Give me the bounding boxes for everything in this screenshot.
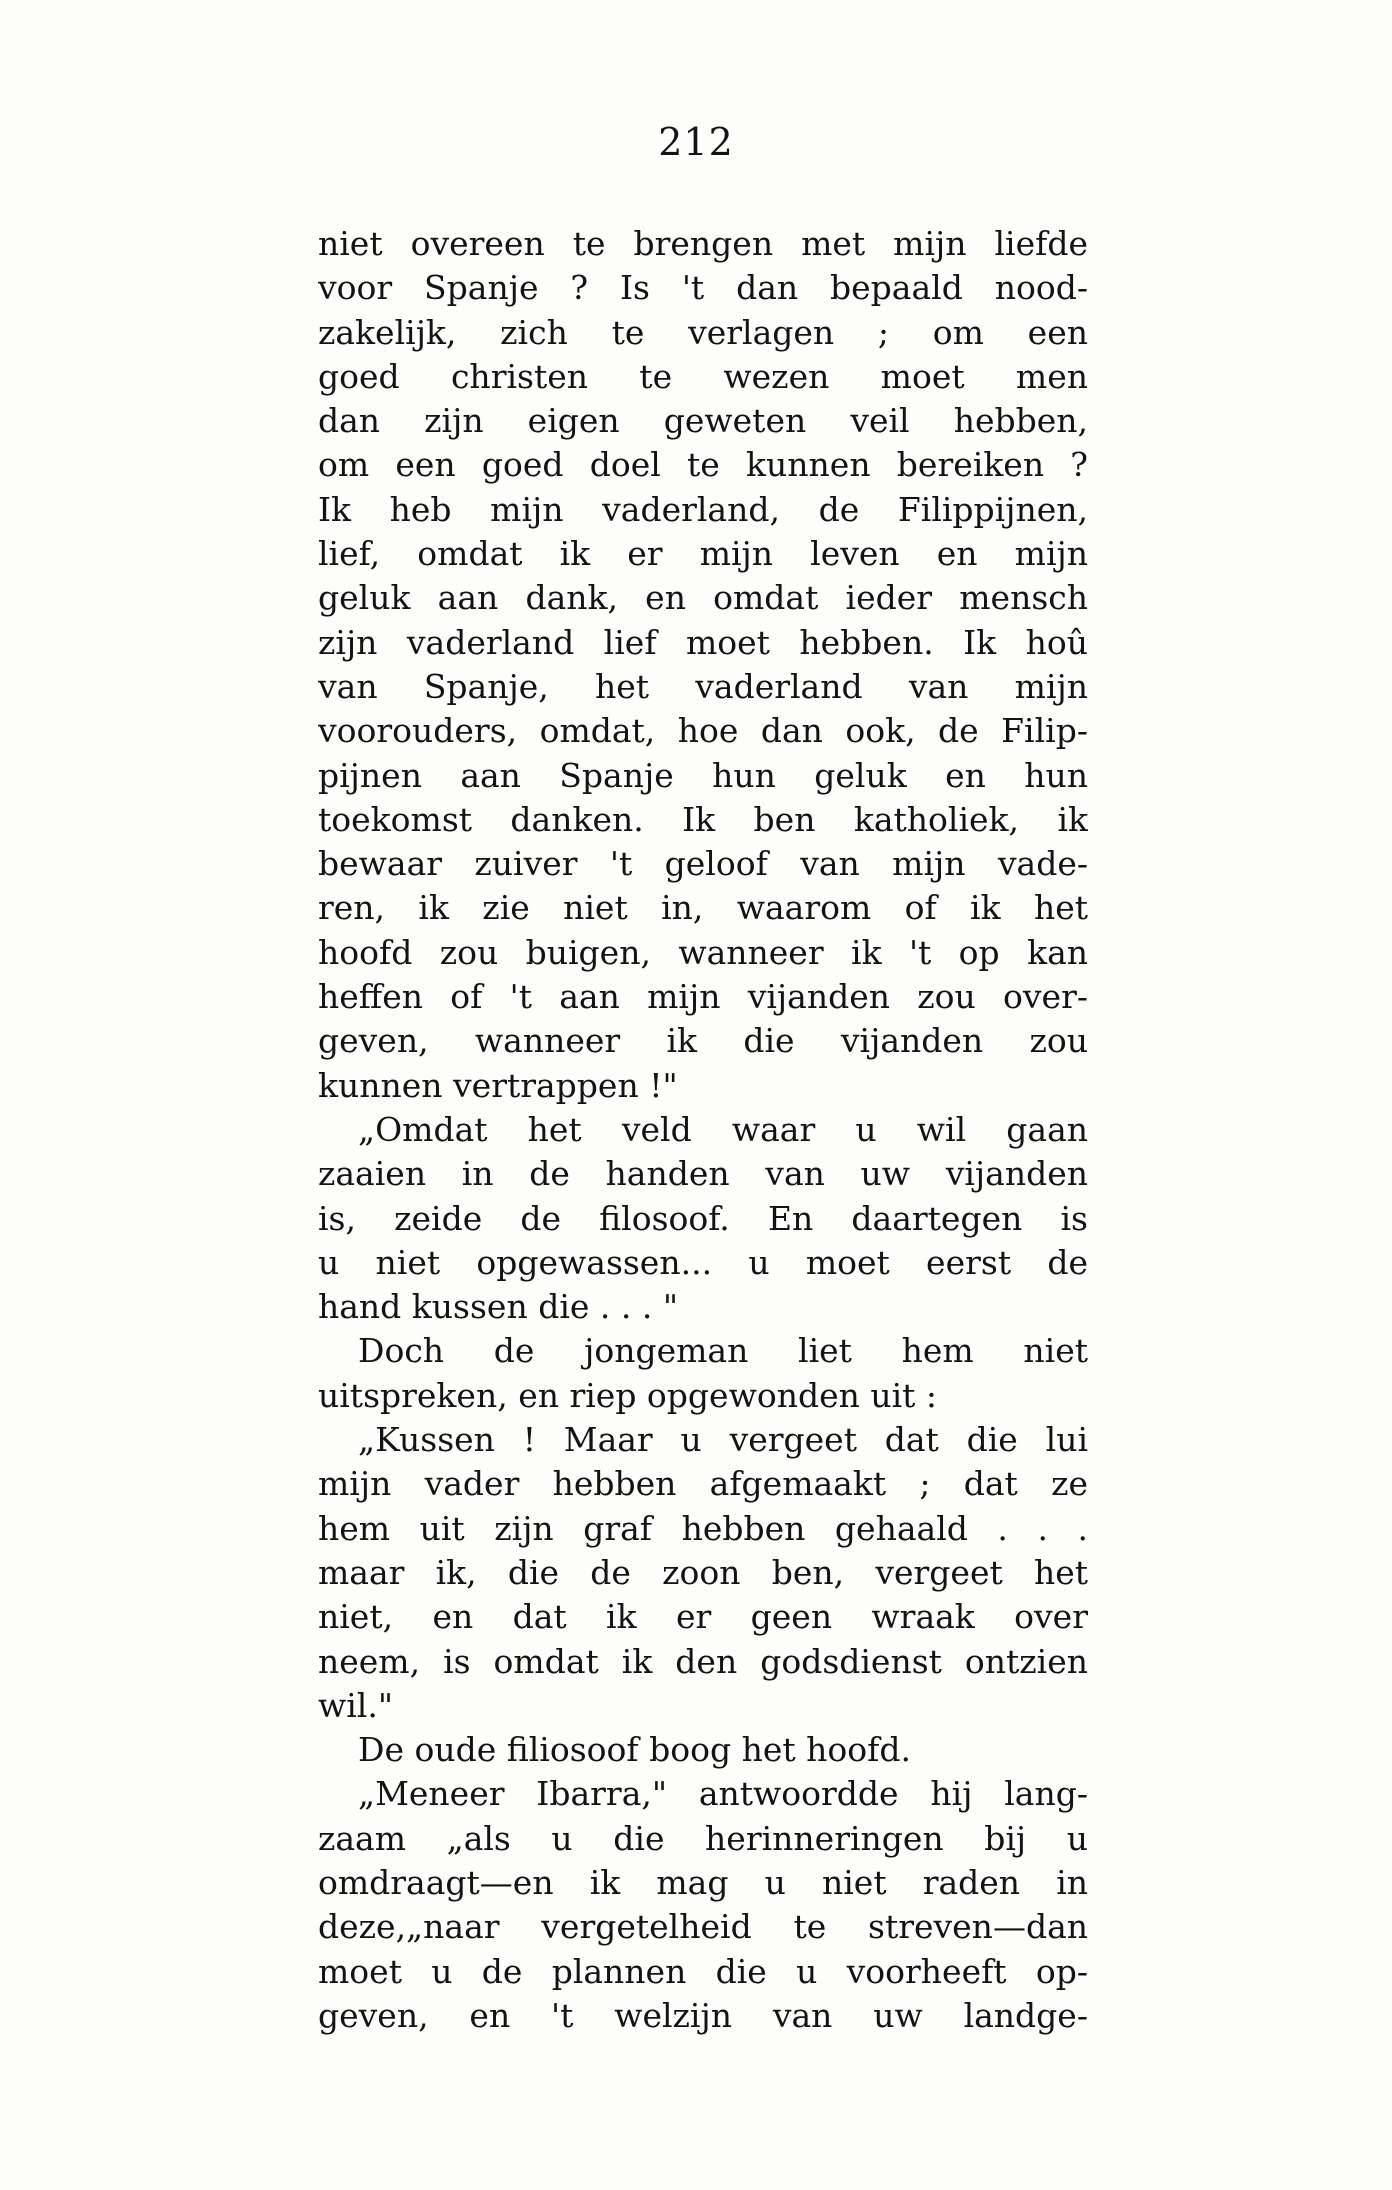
text-line: voorouders, omdat, hoe dan ook, de Filip- xyxy=(318,711,1088,751)
text-line: omdraagt—en ik mag u niet raden in xyxy=(318,1862,1088,1902)
text-line: is, zeide de filosoof. En daartegen is xyxy=(318,1198,1088,1238)
text-line: ren, ik zie niet in, waarom of ik het xyxy=(318,888,1088,928)
text-line: van Spanje, het vaderland van mijn xyxy=(318,666,1088,706)
text-line: goed christen te wezen moet men xyxy=(318,356,1088,396)
text-line: moet u de plannen die u voorheeft op- xyxy=(318,1951,1088,1991)
text-line: niet overeen te brengen met mijn liefde xyxy=(318,224,1088,263)
text-line: heffen of 't aan mijn vijanden zou over- xyxy=(318,977,1088,1017)
text-line: De oude filiosoof boog het hoofd. xyxy=(358,1730,911,1770)
text-line: deze,„naar vergetelheid te streven—dan xyxy=(318,1907,1088,1947)
text-line: zijn vaderland lief moet hebben. Ik hoû xyxy=(318,622,1088,662)
text-line: uitspreken, en riep opgewonden uit : xyxy=(318,1375,938,1415)
text-line: „Kussen ! Maar u vergeet dat die lui xyxy=(358,1420,1088,1460)
text-line: bewaar zuiver 't geloof van mijn vade- xyxy=(318,844,1088,884)
text-line: zakelijk, zich te verlagen ; om een xyxy=(318,312,1088,352)
page-number: 212 xyxy=(658,120,734,164)
text-line: niet, en dat ik er geen wraak over xyxy=(318,1597,1088,1637)
text-line: toekomst danken. Ik ben katholiek, ik xyxy=(318,799,1088,839)
text-line: zaaien in de handen van uw vijanden xyxy=(318,1154,1088,1194)
text-line: voor Spanje ? Is 't dan bepaald nood- xyxy=(318,268,1088,308)
text-line: „Meneer Ibarra," antwoordde hij lang- xyxy=(358,1774,1088,1814)
text-line: geven, en 't welzijn van uw landge- xyxy=(318,1995,1088,2035)
text-line: Doch de jongeman liet hem niet xyxy=(358,1331,1088,1371)
text-line: geven, wanneer ik die vijanden zou xyxy=(318,1021,1088,1061)
text-line: dan zijn eigen geweten veil hebben, xyxy=(318,401,1088,441)
text-line: hand kussen die . . . " xyxy=(318,1287,679,1327)
text-line: hem uit zijn graf hebben gehaald . . . xyxy=(318,1508,1088,1548)
text-line: neem, is omdat ik den godsdienst ontzien xyxy=(318,1641,1088,1681)
text-line: om een goed doel te kunnen bereiken ? xyxy=(318,445,1088,485)
text-line: kunnen vertrappen !" xyxy=(318,1065,678,1105)
text-line: zaam „als u die herinneringen bij u xyxy=(318,1818,1088,1858)
text-line: Ik heb mijn vaderland, de Filippijnen, xyxy=(318,489,1088,529)
text-line: u niet opgewassen... u moet eerst de xyxy=(318,1242,1088,1282)
text-line: hoofd zou buigen, wanneer ik 't op kan xyxy=(318,932,1088,972)
text-line: „Omdat het veld waar u wil gaan xyxy=(358,1109,1088,1149)
text-line: maar ik, die de zoon ben, vergeet het xyxy=(318,1552,1088,1592)
text-line: lief, omdat ik er mijn leven en mijn xyxy=(318,534,1088,574)
body-text xyxy=(318,222,1088,2038)
text-line: wil." xyxy=(318,1685,394,1725)
text-line: mijn vader hebben afgemaakt ; dat ze xyxy=(318,1464,1088,1504)
text-line: pijnen aan Spanje hun geluk en hun xyxy=(318,755,1088,795)
text-line: geluk aan dank, en omdat ieder mensch xyxy=(318,578,1088,618)
